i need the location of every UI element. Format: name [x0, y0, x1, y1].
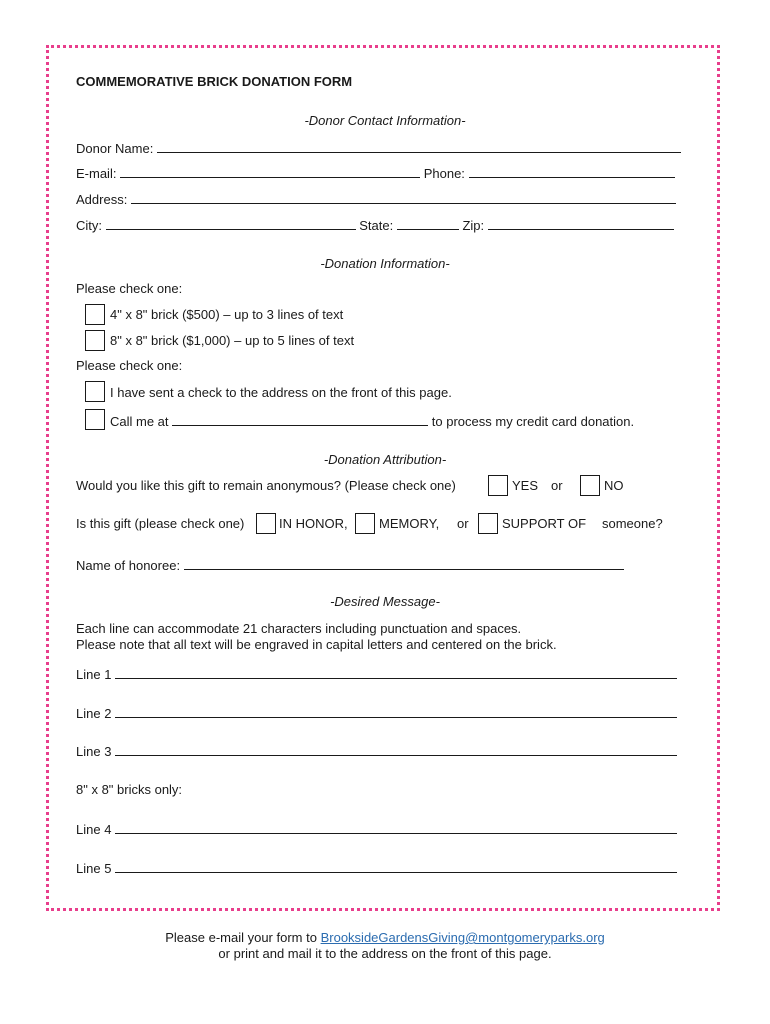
footer-email-link[interactable]: BrooksideGardensGiving@montgomeryparks.org: [320, 930, 605, 945]
city-field[interactable]: [106, 217, 356, 230]
brick-4x8-label: 4" x 8" brick ($500) – up to 3 lines of text: [110, 307, 344, 322]
donor-name-label: Donor Name:: [76, 141, 154, 156]
email-field[interactable]: [120, 165, 420, 178]
gift-or: or: [457, 516, 469, 531]
brick-8x8-checkbox[interactable]: [85, 330, 105, 351]
call-me-prefix: Call me at: [110, 414, 169, 429]
sent-check-checkbox[interactable]: [85, 381, 105, 402]
support-of-label: SUPPORT OF: [502, 516, 587, 531]
email-label: E-mail:: [76, 166, 117, 181]
footer-prefix: Please e-mail your form to: [165, 930, 317, 945]
line-3-label: Line 3: [76, 744, 112, 759]
message-line-1-row: [76, 666, 677, 682]
memory-label: MEMORY,: [379, 516, 440, 531]
someone-label: someone?: [602, 516, 663, 531]
honoree-label: Name of honoree:: [76, 558, 181, 573]
state-label: State:: [359, 218, 394, 233]
support-of-checkbox[interactable]: [478, 513, 498, 534]
line-2-label: Line 2: [76, 706, 112, 721]
message-note-1: Each line can accommodate 21 characters including punctuation and spaces.: [76, 621, 522, 636]
in-honor-label: IN HONOR,: [279, 516, 348, 531]
call-me-phone-field[interactable]: [172, 413, 428, 426]
line-1-field[interactable]: [115, 666, 677, 679]
anonymous-or: or: [551, 478, 563, 493]
section-heading-attribution: -Donation Attribution-: [323, 452, 447, 467]
check-one-label-1: Please check one:: [76, 281, 183, 296]
gift-question: Is this gift (please check one): [76, 516, 245, 531]
anonymous-no-checkbox[interactable]: [580, 475, 600, 496]
brick-4x8-checkbox[interactable]: [85, 304, 105, 325]
brick-8x8-label: 8" x 8" brick ($1,000) – up to 5 lines of text: [110, 333, 355, 348]
line-3-field[interactable]: [115, 743, 677, 756]
anonymous-yes-checkbox[interactable]: [488, 475, 508, 496]
email-phone-row: [76, 165, 675, 181]
anonymous-no-label: NO: [604, 478, 624, 493]
zip-label: Zip:: [462, 218, 485, 233]
in-honor-checkbox[interactable]: [256, 513, 276, 534]
message-line-2-row: [76, 705, 677, 721]
message-line-5-row: [76, 860, 677, 876]
footer-line-1: [0, 930, 770, 945]
line-4-label: Line 4: [76, 822, 112, 837]
check-one-label-2: Please check one:: [76, 358, 183, 373]
donor-name-row: [76, 140, 681, 156]
city-state-zip-row: [76, 217, 674, 233]
state-field[interactable]: [397, 217, 459, 230]
honoree-field[interactable]: [184, 557, 624, 570]
phone-field[interactable]: [469, 165, 675, 178]
footer-line-2: or print and mail it to the address on the front of this page.: [218, 946, 552, 961]
section-heading-message: -Desired Message-: [330, 594, 440, 609]
call-me-row: [110, 413, 634, 429]
line-1-label: Line 1: [76, 667, 112, 682]
memory-checkbox[interactable]: [355, 513, 375, 534]
message-note-2: Please note that all text will be engraved in capital letters and centered on the brick.: [76, 637, 557, 652]
zip-field[interactable]: [488, 217, 674, 230]
call-me-checkbox[interactable]: [85, 409, 105, 430]
anonymous-yes-label: YES: [512, 478, 539, 493]
sent-check-label: I have sent a check to the address on the front of this page.: [110, 385, 452, 400]
only-8x8-label: 8" x 8" bricks only:: [76, 782, 183, 797]
line-2-field[interactable]: [115, 705, 677, 718]
line-5-field[interactable]: [115, 860, 677, 873]
city-label: City:: [76, 218, 102, 233]
message-line-4-row: [76, 821, 677, 837]
address-label: Address:: [76, 192, 128, 207]
line-4-field[interactable]: [115, 821, 677, 834]
line-5-label: Line 5: [76, 861, 112, 876]
form-title: COMMEMORATIVE BRICK DONATION FORM: [76, 74, 353, 89]
section-heading-contact: -Donor Contact Information-: [304, 113, 466, 128]
anonymous-question: Would you like this gift to remain anonymous? (Please check one): [76, 478, 456, 493]
phone-label: Phone:: [423, 166, 465, 181]
honoree-row: [76, 557, 624, 573]
section-heading-donation: -Donation Information-: [320, 256, 450, 271]
address-field[interactable]: [131, 191, 676, 204]
address-row: [76, 191, 676, 207]
donor-name-field[interactable]: [157, 140, 681, 153]
call-me-suffix: to process my credit card donation.: [431, 414, 635, 429]
message-line-3-row: [76, 743, 677, 759]
